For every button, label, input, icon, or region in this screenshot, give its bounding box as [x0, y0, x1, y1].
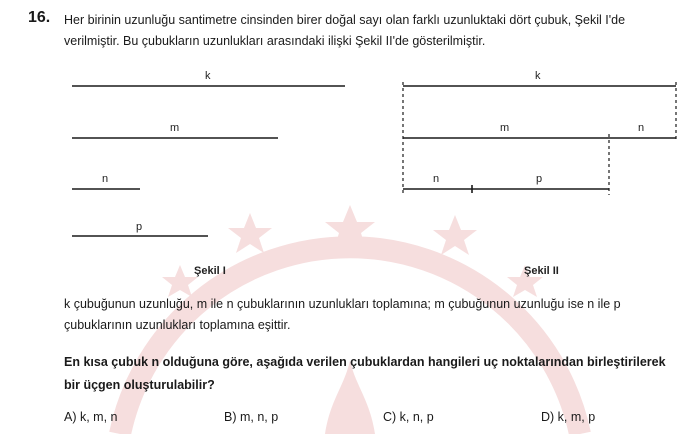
figure-2-caption: Şekil II [524, 265, 559, 277]
choice-a[interactable]: A) k, m, n [64, 410, 118, 424]
choice-b[interactable]: B) m, n, p [224, 410, 279, 424]
fig2-rod-p-label: p [536, 173, 543, 185]
question-info: k çubuğunun uzunluğu, m ile n çubuklarının uzunlukları toplamına; m çubuğunun uzunluğu ise n ile p çubuklarının uzunlukları toplamına eşittir. [64, 297, 621, 332]
rod-n-label: n [102, 173, 109, 185]
fig2-rod-n-bottom-label: n [433, 173, 440, 185]
figure-1 [72, 86, 345, 236]
choice-c[interactable]: C) k, n, p [383, 410, 434, 424]
question-stem: Her birinin uzunluğu santimetre cinsinden birer doğal sayı olan farklı uzunluktaki dört çubuk, Şekil I'de verilmiştir. Bu çubukların uzunlukları arasındaki ilişki Şekil II'de gösterilmiştir. [64, 13, 626, 48]
rod-k-label: k [205, 70, 211, 82]
figure-1-caption: Şekil I [194, 265, 226, 277]
fig2-rod-n-top-label: n [638, 122, 645, 134]
choice-d[interactable]: D) k, m, p [541, 410, 596, 424]
question-prompt: En kısa çubuk n olduğuna göre, aşağıda verilen çubuklardan hangileri uç noktalarından birleştirilerek bir üçgen oluşturulabilir? [64, 355, 666, 392]
fig2-rod-m-label: m [500, 122, 510, 134]
rod-m-label: m [170, 122, 180, 134]
rod-p-label: p [136, 221, 143, 233]
fig2-rod-k-label: k [535, 70, 541, 82]
question-number: 16. [28, 9, 51, 26]
